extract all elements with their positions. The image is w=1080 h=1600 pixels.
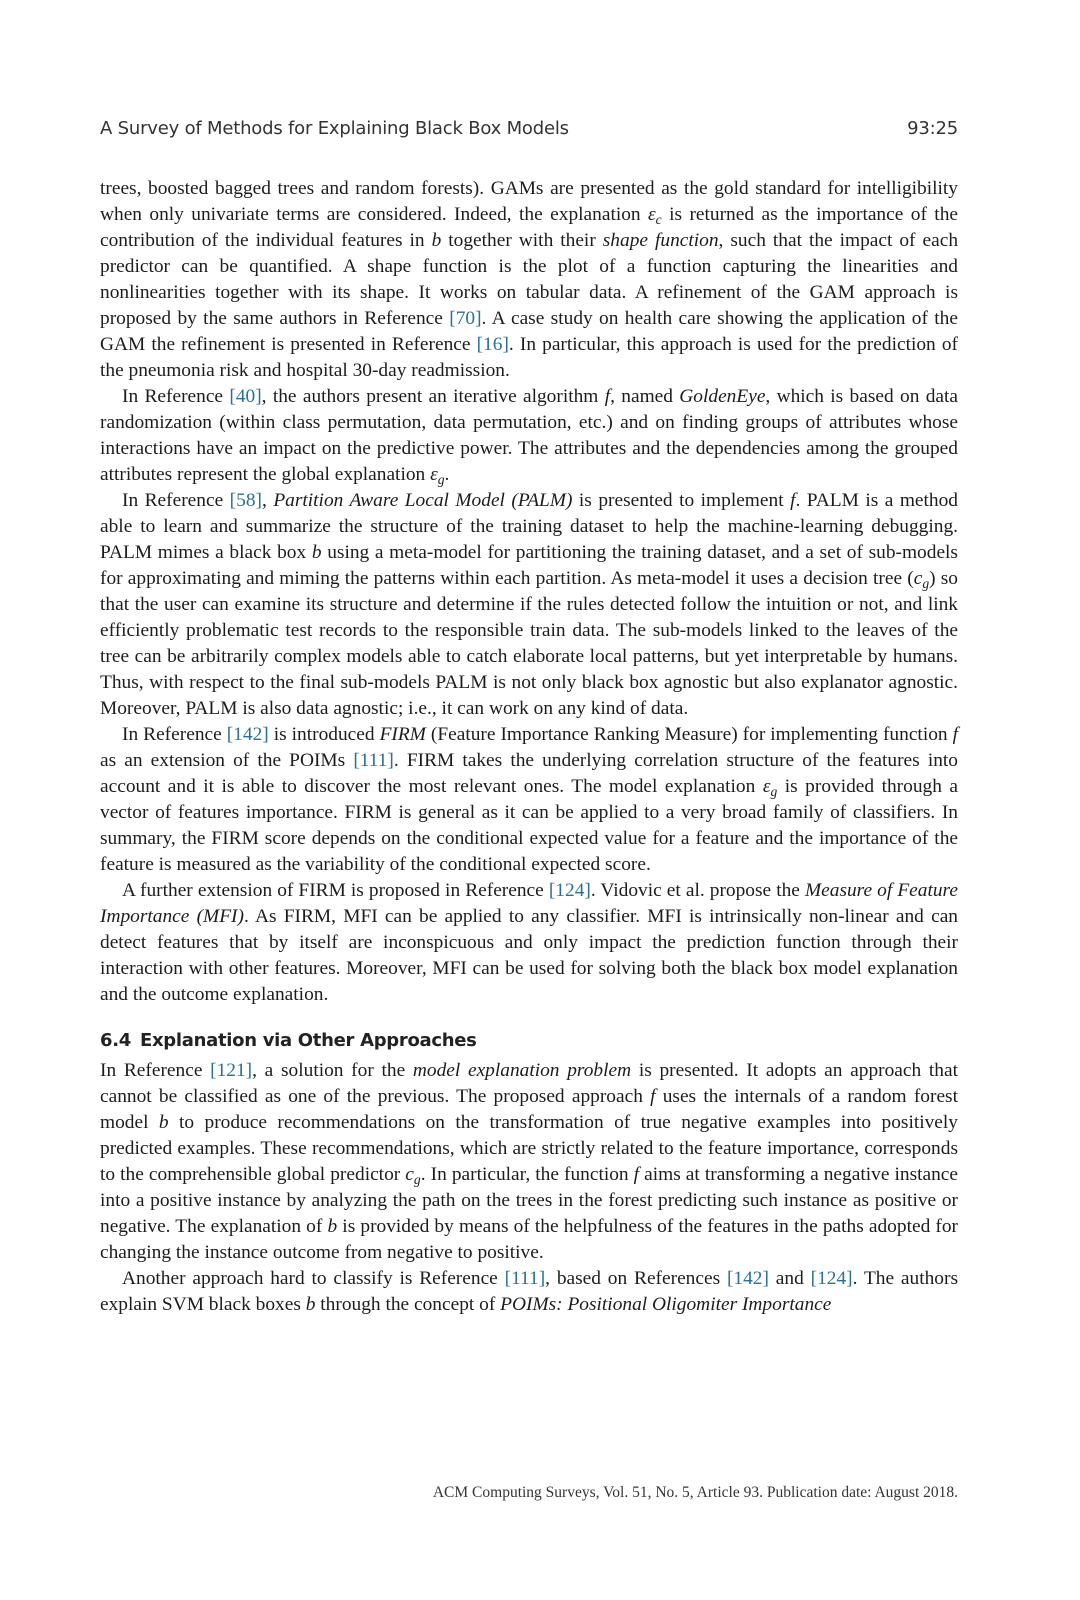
italic-text: POIMs: Positional Oligomiter Importance (500, 1294, 832, 1315)
italic-text: c (913, 568, 923, 589)
italic-text: b (431, 230, 442, 251)
italic-text: c (405, 1164, 414, 1185)
italic-text: b (305, 1294, 316, 1315)
paragraph-p4: In Reference [142] is introduced FIRM (Feature Importance Ranking Measure) for implementing function f as an extension of the POIMs [111]. FIRM takes the underlying correlation structure of the features into account and it is able to discover the most relevant ones. The model explanation $\varepsilon_g$ is provided through a vector of features importance. FIRM is general as it can be applied to a very broad family of classifiers. In summary, the FIRM score depends on the conditional expected value for a feature and the importance of the feature is measured as the variability of the conditional expected score. (100, 724, 958, 875)
paragraphs-before-section (100, 176, 958, 1008)
italic-text: f (604, 386, 611, 407)
italic-text: ε (430, 464, 438, 485)
paragraph-p3: In Reference [58], Partition Aware Local Model (PALM) is presented to implement f. PALM is a method able to learn and summarize the structure of the training dataset to help the machine-learning debugging. PALM mimes a black box b using a meta-model for partitioning the training dataset, and a set of sub-models for approximating and miming the patterns within each partition. As meta-model it uses a decision tree $(c_g)$ so that the user can examine its structure and determine if the rules detected follow the intuition or not, and link efficiently problematic test records to the responsible train data. The sub-models linked to the leaves of the tree can be arbitrarily complex models able to catch elaborate local patterns, but yet interpretable by humans. Thus, with respect to the final sub-models PALM is not only black box agnostic but also explanator agnostic. Moreover, PALM is also data agnostic; i.e., it can work on any kind of data. (100, 490, 958, 719)
footer-citation: ACM Computing Surveys, Vol. 51, No. 5, Article 93. Publication date: August 2018. (432, 1484, 958, 1501)
subscript: g (413, 1172, 421, 1188)
paragraph-p6: In Reference [121], a solution for the model explanation problem is presented. It adopts an approach that cannot be classified as one of the previous. The proposed approach f uses the internals of a random forest model b to produce recommendations on the transformation of true negative examples into positively predicted examples. These recommendations, which are strictly related to the feature importance, corresponds to the comprehensible global predictor $c_g$. In particular, the function f aims at transforming a negative instance into a positive instance by analyzing the path on the trees in the forest predicting such instance as positive or negative. The explanation of b is provided by means of the helpfulness of the features in the paths adopted for changing the instance outcome from negative to positive. (100, 1060, 959, 1263)
italic-text: f (633, 1164, 640, 1185)
citation-link[interactable]: [58] (229, 490, 262, 511)
citation-link[interactable]: [40] (229, 386, 262, 407)
italic-text: Measure of Feature Importance (MFI) (100, 880, 958, 927)
italic-text: FIRM (379, 724, 426, 745)
italic-text: shape function (602, 230, 719, 251)
subscript: g (437, 472, 445, 488)
italic-text: GoldenEye (679, 386, 766, 407)
subscript: g (922, 576, 930, 592)
citation-link[interactable]: [111] (504, 1268, 546, 1289)
section-number: 6.4 (100, 1030, 131, 1051)
citation-link[interactable]: [142] (226, 724, 269, 745)
italic-text: ε (648, 204, 656, 225)
citation-link[interactable]: [121] (210, 1060, 253, 1081)
section-title: Explanation via Other Approaches (140, 1030, 477, 1051)
body-text (100, 176, 958, 1318)
page-number: 93:25 (907, 118, 958, 139)
italic-text: f (952, 724, 958, 745)
subscript: g (770, 784, 778, 800)
italic-text: Partition Aware Local Model (PALM) (273, 490, 573, 511)
section-heading (100, 1028, 958, 1054)
italic-text: b (311, 542, 322, 563)
citation-link[interactable]: [142] (726, 1268, 769, 1289)
citation-link[interactable]: [16] (476, 334, 509, 355)
italic-text: f (650, 1086, 656, 1107)
paragraph-p5: A further extension of FIRM is proposed in Reference [124]. Vidovic et al. propose the Measure of Feature Importance (MFI). As FIRM, MFI can be applied to any classifier. MFI is intrinsically non-linear and can detect features that by itself are inconspicuous and only impact the prediction function through their interaction with other features. Moreover, MFI can be used for solving both the black box model explanation and the outcome explanation. (100, 880, 958, 1005)
italic-text: model explanation problem (412, 1060, 632, 1081)
running-title: A Survey of Methods for Explaining Black Box Models (100, 118, 569, 139)
paragraph-p7: Another approach hard to classify is Reference [111], based on References [142] and [124]. The authors explain SVM black boxes b through the concept of POIMs: Positional Oligomiter Importance (100, 1268, 958, 1315)
citation-link[interactable]: [111] (353, 750, 394, 771)
paragraph-p1: trees, boosted bagged trees and random forests). GAMs are presented as the gold standard for intelligibility when only univariate terms are considered. Indeed, the explanation $\varepsilon_c$ is returned as the importance of the contribution of the individual features in b together with their shape function, such that the impact of each predictor can be quantified. A shape function is the plot of a function capturing the linearities and nonlinearities together with its shape. It works on tabular data. A refinement of the GAM approach is proposed by the same authors in Reference [70]. A case study on health care showing the application of the GAM the refinement is presented in Reference [16]. In particular, this approach is used for the prediction of the pneumonia risk and hospital 30-day readmission. (100, 178, 959, 381)
citation-link[interactable]: [70] (449, 308, 482, 329)
paragraphs-after-section (100, 1058, 958, 1318)
italic-text: f (790, 490, 796, 511)
running-head (100, 118, 958, 139)
citation-link[interactable]: [124] (810, 1268, 853, 1289)
italic-text: ε (762, 776, 771, 797)
subscript: c (655, 212, 662, 228)
citation-link[interactable]: [124] (548, 880, 591, 901)
paragraph-p2: In Reference [40], the authors present an iterative algorithm f, named GoldenEye, which is based on data randomization (within class permutation, data permutation, etc.) and on finding groups of attributes whose interactions have an impact on the predictive power. The attributes and the dependencies among the grouped attributes represent the global explanation $\varepsilon_g$. (100, 386, 958, 488)
italic-text: b (327, 1216, 338, 1237)
italic-text: b (158, 1112, 169, 1133)
